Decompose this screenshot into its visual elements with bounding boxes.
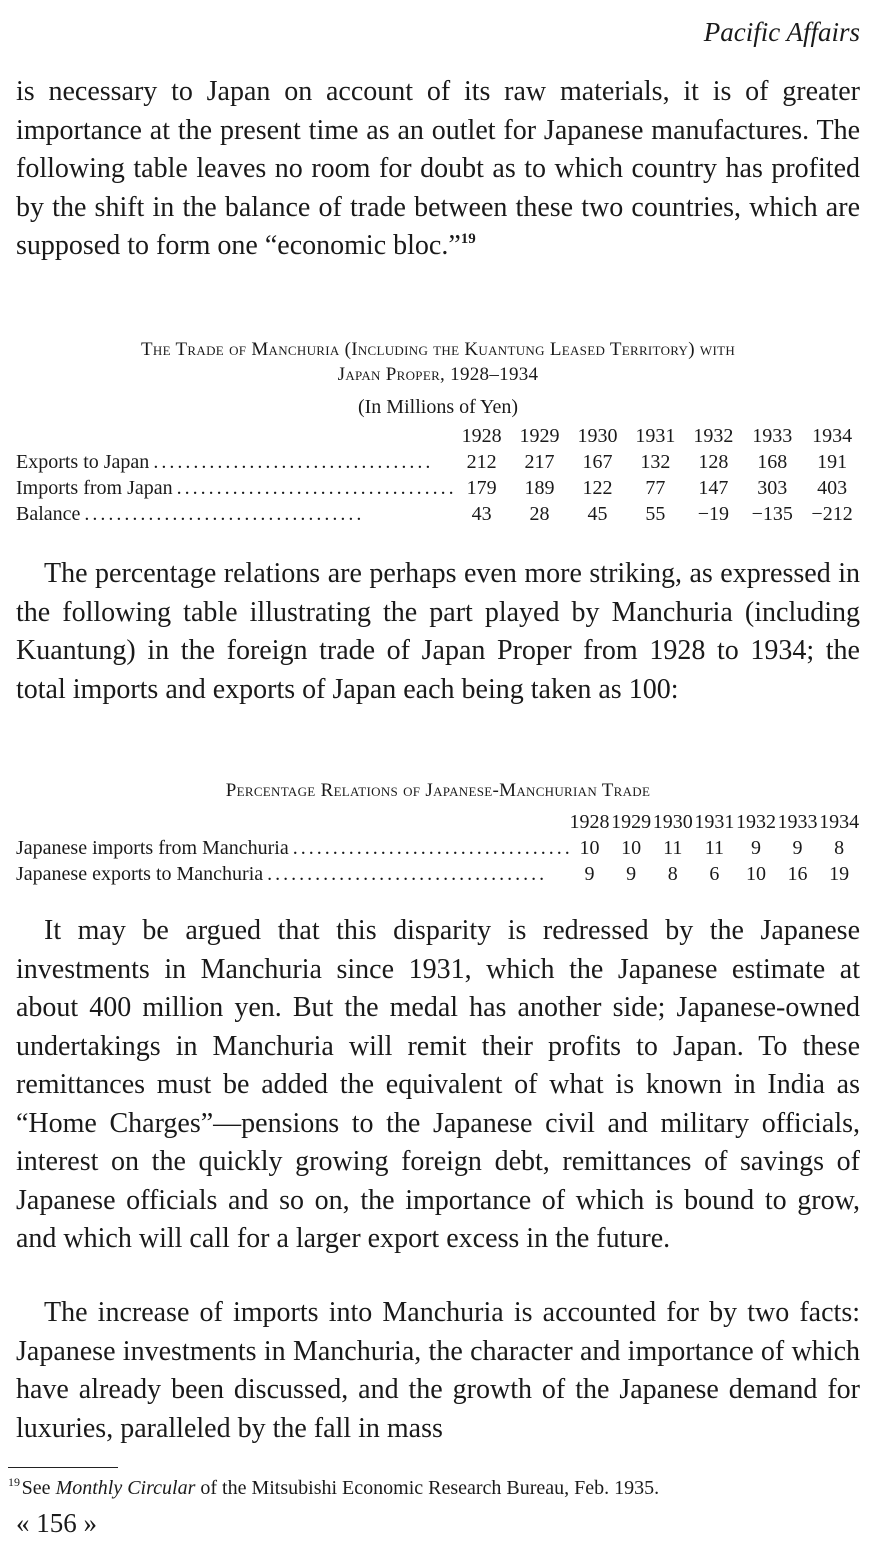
- table-cell: 303: [757, 476, 788, 499]
- year-header: 1931: [635, 424, 676, 447]
- table-cell: 55: [645, 502, 666, 525]
- year-header: 1929: [611, 810, 652, 833]
- table-header-row: [16, 423, 862, 449]
- table-cell: 77: [645, 476, 666, 499]
- table-cell: 19: [829, 862, 850, 885]
- table-cell: 6: [709, 862, 720, 885]
- table-row: [16, 475, 862, 501]
- paragraph-1-text: is necessary to Japan on account of its raw materials, it is of greater importance at the present time as an outlet for Japanese manufactures. The following table leaves no room for doubt as to which country has profited by the shift in the balance of trade between these two countries, which are supposed to form one “economic bloc.”: [16, 76, 860, 261]
- table-1-caption: [16, 337, 860, 387]
- footnote-number: 19: [8, 1475, 20, 1489]
- paragraph-4: The increase of imports into Manchuria is accounted for by two facts: Japanese investments in Manchuria, the character and importance of which have already been discussed, and the growth of the Japanese demand for luxuries, paralleled by the fall in mass: [16, 1297, 860, 1444]
- year-header: 1933: [777, 810, 818, 833]
- table-cell: 191: [817, 450, 848, 473]
- table-cell: 43: [471, 502, 492, 525]
- table-cell: 9: [584, 862, 595, 885]
- year-header: 1932: [693, 424, 734, 447]
- paragraph-2: The percentage relations are perhaps even more striking, as expressed in the following table illustrating the part played by Manchuria (including Kuantung) in the foreign trade of Japan Proper from 1928 to 1934; the total imports and exports of Japan each being taken as 100:: [16, 558, 860, 705]
- running-head: Pacific Affairs: [703, 17, 860, 47]
- year-header: 1930: [652, 810, 693, 833]
- table-cell: 122: [582, 476, 613, 499]
- paragraph-1: [16, 73, 860, 266]
- table-cell: 132: [640, 450, 671, 473]
- table-1-caption-line-2: Japan Proper, 1928–1934: [337, 364, 539, 385]
- table-2-caption: Percentage Relations of Japanese-Manchurian Trade: [225, 780, 651, 801]
- trade-table: [16, 423, 862, 527]
- footnote-rule: [8, 1467, 118, 1468]
- table-cell: 8: [834, 836, 845, 859]
- table-row: [16, 835, 860, 861]
- table-cell: 10: [745, 862, 766, 885]
- table-cell: 167: [582, 450, 613, 473]
- table-cell: 11: [704, 836, 724, 859]
- table-1-subcaption: (In Millions of Yen): [357, 396, 518, 418]
- table-cell: −135: [751, 502, 793, 525]
- table-cell: 9: [750, 836, 761, 859]
- table-header-spacer: [16, 423, 453, 449]
- table-1-caption-line-1: The Trade of Manchuria (Including the Kuantung Leased Territory) with: [140, 339, 736, 360]
- table-cell: 179: [466, 476, 497, 499]
- row-label: [16, 449, 453, 475]
- table-cell: 212: [466, 450, 497, 473]
- table-cell: −212: [811, 502, 853, 525]
- page-number: « 156 »: [16, 1508, 97, 1538]
- table-header-row: [16, 809, 860, 835]
- table-row: [16, 449, 862, 475]
- table-cell: 168: [757, 450, 788, 473]
- row-label: [16, 835, 569, 861]
- table-cell: 11: [663, 836, 683, 859]
- row-label: [16, 475, 453, 501]
- year-header: 1931: [694, 810, 735, 833]
- table-cell: 217: [524, 450, 555, 473]
- footnote: [8, 1475, 848, 1501]
- footnote-suffix: of the Mitsubishi Economic Research Bureau, Feb. 1935.: [195, 1477, 660, 1499]
- row-label-text: Japanese imports from Manchuria . . .: [16, 837, 569, 860]
- year-header: 1933: [752, 424, 793, 447]
- footnote-reference: 19: [460, 231, 476, 247]
- percentage-table: [16, 809, 860, 887]
- paragraph-3: It may be argued that this disparity is redressed by the Japanese investments in Manchuria since 1931, which the Japanese estimate at about 400 million yen. But the medal has another side; Japanese-owned undertakings in Manchuria will remit their profits to Japan. To these remittances must be added the equivalent of what is known in India as “Home Charges”—pensions to the Japanese civil and military officials, interest on the quickly growing foreign debt, remittances of savings of Japanese officials and so on, the importance of which is bound to grow, and which will call for a larger export excess in the future.: [16, 915, 860, 1254]
- table-cell: 8: [667, 862, 678, 885]
- row-label-text: Exports to Japan . . .: [16, 451, 453, 474]
- year-header: 1934: [819, 810, 860, 833]
- table-cell: 9: [626, 862, 637, 885]
- table-row: [16, 861, 860, 887]
- row-label-text: Imports from Japan . . .: [16, 477, 453, 500]
- table-cell: 128: [698, 450, 729, 473]
- year-header: 1929: [519, 424, 560, 447]
- year-header: 1928: [569, 810, 610, 833]
- year-header: 1930: [577, 424, 618, 447]
- year-header: 1932: [735, 810, 776, 833]
- row-label: [16, 861, 569, 887]
- table-cell: 45: [587, 502, 608, 525]
- table-cell: 147: [698, 476, 729, 499]
- year-header: 1928: [461, 424, 502, 447]
- row-label: [16, 501, 453, 527]
- table-cell: 189: [524, 476, 555, 499]
- year-header: 1934: [812, 424, 853, 447]
- footnote-prefix: See: [21, 1477, 56, 1499]
- table-row: [16, 501, 862, 527]
- row-label-text: Japanese exports to Manchuria . . .: [16, 863, 569, 886]
- table-cell: 16: [787, 862, 808, 885]
- table-cell: 9: [792, 836, 803, 859]
- table-cell: 28: [529, 502, 550, 525]
- table-cell: −19: [697, 502, 729, 525]
- table-header-spacer: [16, 809, 569, 835]
- footnote-title: Monthly Circular: [55, 1477, 196, 1499]
- table-cell: 403: [817, 476, 848, 499]
- table-cell: 10: [621, 836, 642, 859]
- row-label-text: Balance . . .: [16, 503, 453, 526]
- table-cell: 10: [579, 836, 600, 859]
